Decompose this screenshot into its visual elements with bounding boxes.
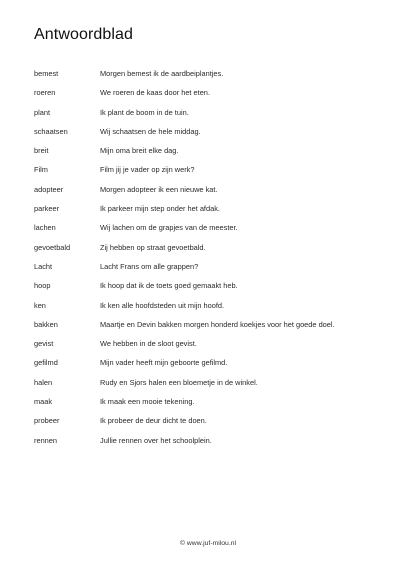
page-title: Antwoordblad [34, 26, 134, 43]
answer-sentence: Wij schaatsen de hele middag. [100, 126, 201, 136]
answer-row [34, 243, 394, 262]
answer-row [34, 127, 394, 146]
answer-word: Lacht [34, 261, 53, 271]
answer-sentence: Wij lachen om de grapjes van de meester. [100, 223, 238, 233]
answer-word: breit [34, 146, 49, 156]
answer-row [34, 165, 394, 184]
answer-row [34, 358, 394, 377]
answer-row [34, 320, 394, 339]
answer-sentence: Jullie rennen over het schoolplein. [100, 435, 212, 445]
answer-row [34, 281, 394, 300]
answer-word: halen [34, 377, 53, 387]
answer-sentence: Mijn vader heeft mijn geboorte gefilmd. [100, 358, 228, 368]
answer-word: bakken [34, 319, 58, 329]
answer-word: Film [34, 165, 48, 175]
answer-word: adopteer [34, 184, 64, 194]
answer-row [34, 301, 394, 320]
answer-word: hoop [34, 281, 51, 291]
answer-row [34, 88, 394, 107]
answer-word: bemest [34, 69, 59, 78]
answer-sentence: We roeren de kaas door het eten. [100, 88, 210, 98]
answer-sentence: Maartje en Devin bakken morgen honderd koekjes voor het goede doel. [100, 319, 335, 329]
answer-word: roeren [34, 88, 56, 98]
answer-sentence: Ik plant de boom in de tuin. [100, 107, 189, 117]
answer-word: ken [34, 300, 46, 310]
answer-word: maak [34, 397, 53, 407]
answer-word: plant [34, 107, 51, 117]
answer-word: lachen [34, 223, 56, 233]
footer-copyright: © www.juf-milou.nl [180, 540, 236, 547]
answer-word: gevist [34, 339, 54, 349]
answer-row [34, 436, 394, 455]
answer-sentence: Morgen adopteer ik een nieuwe kat. [100, 184, 218, 194]
answer-row [34, 339, 394, 358]
answer-word: gevoetbald [34, 242, 71, 252]
answer-sentence: Lacht Frans om alle grappen? [100, 261, 199, 271]
answer-sentence: Mijn oma breit elke dag. [100, 146, 179, 156]
answer-word: parkeer [34, 204, 60, 214]
answer-row [34, 223, 394, 242]
answer-row [34, 397, 394, 416]
answer-word: schaatsen [34, 126, 68, 136]
answer-sentence: Ik ken alle hoofdsteden uit mijn hoofd. [100, 300, 225, 310]
answer-sentence: Zij hebben op straat gevoetbald. [100, 242, 206, 252]
answer-row [34, 378, 394, 397]
answer-sentence: Rudy en Sjors halen een bloemetje in de winkel. [100, 377, 258, 387]
answer-sentence: Ik maak een mooie tekening. [100, 397, 195, 407]
answer-row [34, 185, 394, 204]
answer-list [34, 69, 394, 455]
answer-word: rennen [34, 435, 58, 445]
answer-row [34, 146, 394, 165]
answer-word: probeer [34, 416, 60, 426]
answer-row [34, 262, 394, 281]
answer-sentence: Ik parkeer mijn step onder het afdak. [100, 204, 220, 214]
answer-row [34, 416, 394, 435]
answer-sentence: Morgen bemest ik de aardbeiplantjes. [100, 69, 224, 78]
answer-sentence: Film jij je vader op zijn werk? [100, 165, 195, 175]
answer-sentence: We hebben in de sloot gevist. [100, 339, 197, 349]
answer-sentence: Ik hoop dat ik de toets goed gemaakt heb. [100, 281, 238, 291]
answer-row [34, 69, 394, 88]
answer-row [34, 204, 394, 223]
answer-word: gefilmd [34, 358, 58, 368]
answer-row [34, 108, 394, 127]
answer-sentence: Ik probeer de deur dicht te doen. [100, 416, 207, 426]
